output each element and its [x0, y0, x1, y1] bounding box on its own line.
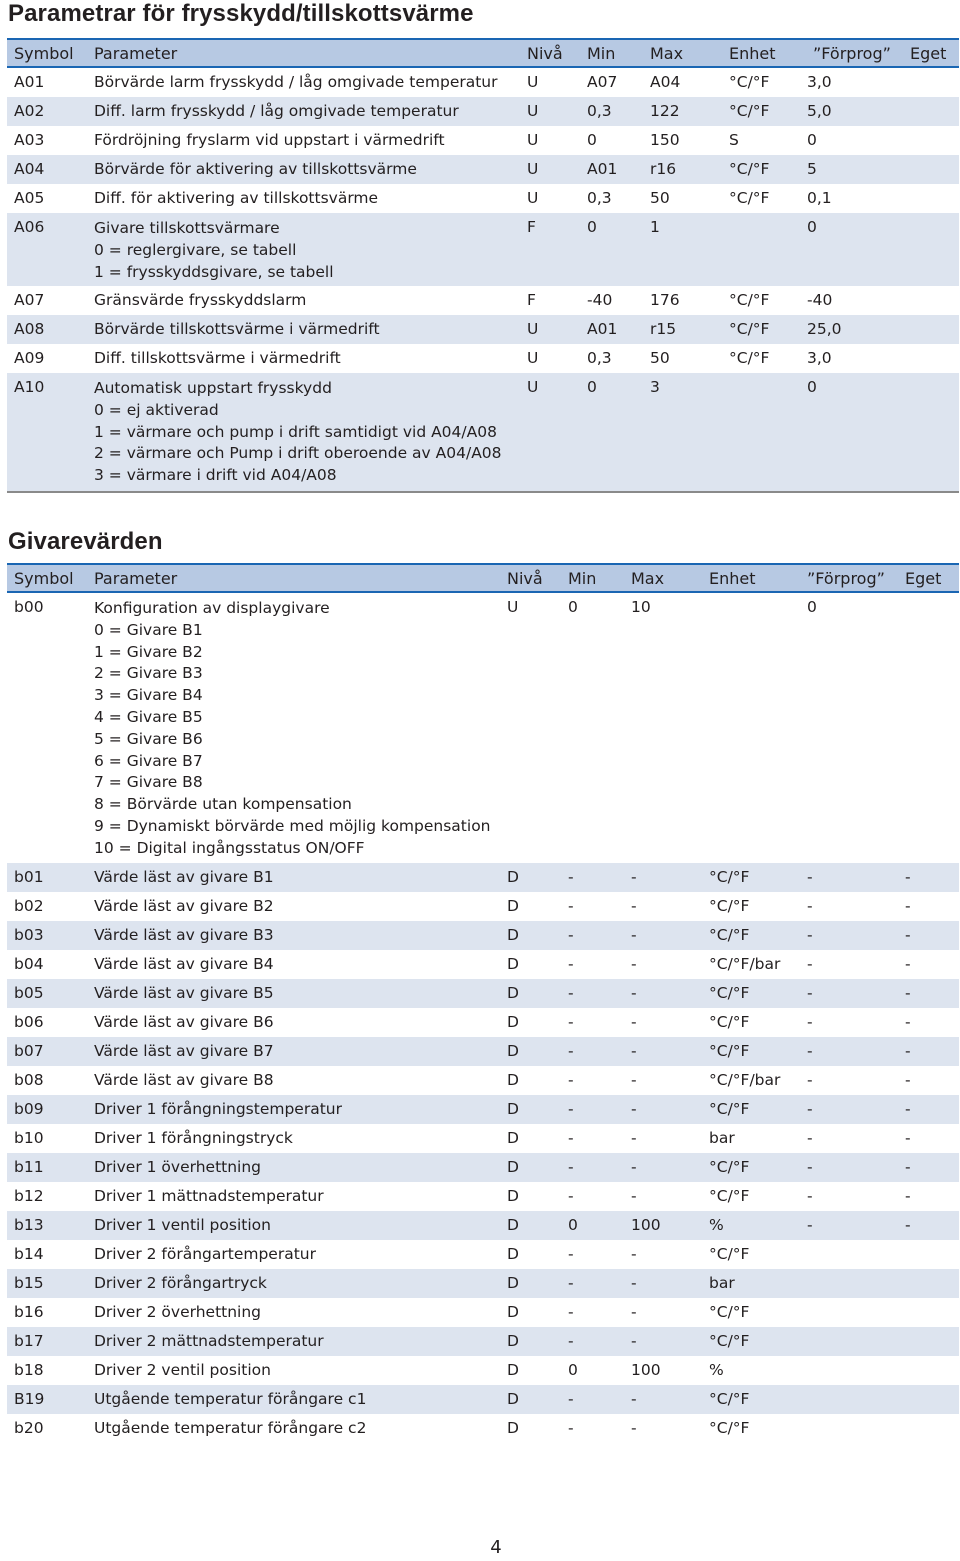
cell-parameter: Värde läst av givare B3	[94, 926, 274, 944]
cell-max: -	[631, 897, 637, 915]
cell-forprog: -40	[807, 291, 833, 309]
cell-parameter: Driver 1 förångningstryck	[94, 1129, 293, 1147]
cell-enhet: °C/°F	[729, 102, 770, 120]
cell-niva: U	[527, 102, 539, 120]
cell-min: 0,3	[587, 189, 612, 207]
cell-enhet: °C/°F/bar	[709, 955, 781, 973]
cell-forprog: 25,0	[807, 320, 842, 338]
cell-enhet: °C/°F	[709, 1332, 750, 1350]
cell-enhet: %	[709, 1361, 724, 1379]
cell-forprog: -	[807, 1216, 813, 1234]
table-row	[7, 892, 959, 921]
cell-min: -	[568, 868, 574, 886]
table-row	[7, 315, 959, 344]
table-row	[7, 1240, 959, 1269]
cell-forprog: -	[807, 1158, 813, 1176]
cell-min: 0	[568, 1216, 578, 1234]
cell-max: -	[631, 1419, 637, 1437]
cell-parameter: Värde läst av givare B8	[94, 1071, 274, 1089]
cell-enhet: bar	[709, 1274, 735, 1292]
cell-eget: -	[905, 1129, 911, 1147]
cell-min: 0	[587, 131, 597, 149]
cell-parameter: Värde läst av givare B2	[94, 897, 274, 915]
table-row	[7, 344, 959, 373]
cell-niva: U	[527, 189, 539, 207]
cell-symbol: b02	[14, 897, 44, 915]
table-header-row	[7, 38, 959, 68]
cell-symbol: b01	[14, 868, 44, 886]
cell-niva: D	[507, 1071, 519, 1089]
table-row	[7, 979, 959, 1008]
cell-enhet: °C/°F	[729, 320, 770, 338]
cell-symbol: b05	[14, 984, 44, 1002]
table-row	[7, 1211, 959, 1240]
column-header-eget: Eget	[910, 44, 947, 63]
cell-symbol: A05	[14, 189, 45, 207]
cell-symbol: b13	[14, 1216, 44, 1234]
cell-enhet: °C/°F	[729, 160, 770, 178]
cell-eget: -	[905, 926, 911, 944]
table-row	[7, 1298, 959, 1327]
cell-min: 0,3	[587, 349, 612, 367]
cell-max: -	[631, 1187, 637, 1205]
column-header-max: Max	[631, 569, 665, 588]
cell-eget: -	[905, 984, 911, 1002]
cell-symbol: b06	[14, 1013, 44, 1031]
table-row	[7, 950, 959, 979]
cell-niva: U	[527, 73, 539, 91]
cell-min: -	[568, 984, 574, 1002]
frost-protection-parameter-table	[7, 38, 959, 485]
cell-forprog: 0	[807, 131, 817, 149]
cell-min: -	[568, 1100, 574, 1118]
cell-min: -	[568, 1303, 574, 1321]
cell-parameter: Driver 1 mättnadstemperatur	[94, 1187, 324, 1205]
cell-min: -	[568, 955, 574, 973]
cell-symbol: b07	[14, 1042, 44, 1060]
cell-max: -	[631, 1274, 637, 1292]
cell-symbol: A04	[14, 160, 45, 178]
cell-niva: D	[507, 1274, 519, 1292]
cell-enhet: °C/°F	[729, 349, 770, 367]
table-row	[7, 1037, 959, 1066]
cell-max: 50	[650, 349, 670, 367]
cell-forprog: 0	[807, 378, 817, 396]
cell-forprog: 5,0	[807, 102, 832, 120]
cell-niva: D	[507, 1216, 519, 1234]
cell-parameter: Värde läst av givare B5	[94, 984, 274, 1002]
cell-symbol: A08	[14, 320, 45, 338]
table-row	[7, 155, 959, 184]
cell-niva: D	[507, 955, 519, 973]
cell-symbol: A07	[14, 291, 45, 309]
cell-parameter: Diff. för aktivering av tillskottsvärme	[94, 189, 379, 207]
cell-enhet: °C/°F	[709, 1100, 750, 1118]
cell-eget: -	[905, 1071, 911, 1089]
cell-max: -	[631, 1158, 637, 1176]
cell-max: -	[631, 1332, 637, 1350]
cell-parameter: Driver 2 förångartemperatur	[94, 1245, 316, 1263]
cell-enhet: °C/°F	[709, 926, 750, 944]
cell-parameter: Börvärde tillskottsvärme i värmedrift	[94, 320, 380, 338]
cell-min: 0	[587, 378, 597, 396]
cell-niva: D	[507, 1158, 519, 1176]
cell-forprog: 3,0	[807, 73, 832, 91]
cell-enhet: °C/°F	[709, 1245, 750, 1263]
cell-max: 122	[650, 102, 680, 120]
cell-forprog: -	[807, 926, 813, 944]
cell-min: A01	[587, 160, 618, 178]
cell-min: -	[568, 1390, 574, 1408]
cell-min: -	[568, 1158, 574, 1176]
cell-symbol: b18	[14, 1361, 44, 1379]
cell-symbol: B19	[14, 1390, 45, 1408]
cell-eget: -	[905, 1042, 911, 1060]
cell-max: -	[631, 955, 637, 973]
column-header-niva: Nivå	[507, 569, 543, 588]
cell-parameter: Gränsvärde frysskyddslarm	[94, 291, 307, 309]
cell-forprog: -	[807, 1071, 813, 1089]
cell-parameter: Utgående temperatur förångare c2	[94, 1419, 367, 1437]
cell-eget: -	[905, 955, 911, 973]
cell-forprog: -	[807, 984, 813, 1002]
table-row	[7, 921, 959, 950]
cell-symbol: b09	[14, 1100, 44, 1118]
cell-niva: D	[507, 1187, 519, 1205]
cell-enhet: °C/°F	[709, 1390, 750, 1408]
cell-max: -	[631, 1100, 637, 1118]
cell-parameter: Driver 1 förångningstemperatur	[94, 1100, 342, 1118]
cell-niva: U	[527, 320, 539, 338]
cell-enhet: °C/°F	[709, 1042, 750, 1060]
cell-eget: -	[905, 897, 911, 915]
cell-min: -	[568, 1042, 574, 1060]
cell-parameter: Driver 2 mättnadstemperatur	[94, 1332, 324, 1350]
cell-enhet: °C/°F	[729, 291, 770, 309]
cell-enhet: °C/°F	[709, 1419, 750, 1437]
cell-forprog: -	[807, 1187, 813, 1205]
cell-parameter: Konfiguration av displaygivare 0 = Givare B1 1 = Givare B2 2 = Givare B3 3 = Givare B4 4 = Givare B5 5 = Givare B6 6 = Givare B7 7 = Givare B8 8 = Börvärde utan kompensation 9 = Dynamiskt börvärde med möjlig kompensation 10 = Digital ingångsstatus ON/OFF	[94, 599, 491, 857]
cell-eget: -	[905, 1216, 911, 1234]
cell-max: 3	[650, 378, 660, 396]
column-header-parameter: Parameter	[94, 569, 178, 588]
cell-max: r15	[650, 320, 677, 338]
cell-parameter: Givare tillskottsvärmare 0 = reglergivare, se tabell 1 = frysskyddsgivare, se tabell	[94, 219, 334, 281]
cell-min: 0	[568, 1361, 578, 1379]
cell-max: -	[631, 1013, 637, 1031]
cell-symbol: b16	[14, 1303, 44, 1321]
cell-parameter: Utgående temperatur förångare c1	[94, 1390, 367, 1408]
cell-parameter: Värde läst av givare B4	[94, 955, 274, 973]
cell-min: A07	[587, 73, 618, 91]
cell-symbol: b14	[14, 1245, 44, 1263]
cell-enhet: °C/°F	[709, 897, 750, 915]
cell-symbol: b17	[14, 1332, 44, 1350]
cell-symbol: A06	[14, 218, 45, 236]
cell-symbol: b12	[14, 1187, 44, 1205]
cell-niva: D	[507, 1303, 519, 1321]
table-row	[7, 68, 959, 97]
cell-eget: -	[905, 1158, 911, 1176]
cell-niva: D	[507, 1129, 519, 1147]
table-row	[7, 593, 959, 863]
cell-symbol: A10	[14, 378, 45, 396]
cell-min: 0	[568, 598, 578, 616]
table-row	[7, 1327, 959, 1356]
cell-niva: D	[507, 1013, 519, 1031]
cell-parameter: Diff. larm frysskydd / låg omgivade temperatur	[94, 102, 459, 120]
cell-forprog: -	[807, 1129, 813, 1147]
cell-forprog: -	[807, 1042, 813, 1060]
page-number: 4	[490, 1537, 502, 1558]
cell-niva: U	[527, 131, 539, 149]
table-row	[7, 1095, 959, 1124]
column-header-min: Min	[587, 44, 616, 63]
cell-niva: D	[507, 1100, 519, 1118]
cell-enhet: °C/°F	[709, 1158, 750, 1176]
table-row	[7, 373, 959, 491]
cell-max: -	[631, 1042, 637, 1060]
cell-enhet: °C/°F	[709, 1013, 750, 1031]
section-title-frost-protection: Parametrar för frysskydd/tillskottsvärme	[8, 0, 474, 27]
cell-parameter: Fördröjning fryslarm vid uppstart i värmedrift	[94, 131, 445, 149]
column-header-enhet: Enhet	[729, 44, 776, 63]
cell-max: 100	[631, 1216, 661, 1234]
column-header-min: Min	[568, 569, 597, 588]
table-bottom-rule	[7, 491, 959, 493]
cell-parameter: Driver 2 förångartryck	[94, 1274, 267, 1292]
cell-eget: -	[905, 868, 911, 886]
table-row	[7, 1066, 959, 1095]
table-row	[7, 286, 959, 315]
cell-parameter: Värde läst av givare B7	[94, 1042, 274, 1060]
cell-enhet: °C/°F	[709, 1303, 750, 1321]
column-header-niva: Nivå	[527, 44, 563, 63]
section-title-sensor-values: Givarevärden	[8, 528, 163, 555]
cell-min: -40	[587, 291, 613, 309]
cell-max: -	[631, 926, 637, 944]
cell-parameter: Driver 2 ventil position	[94, 1361, 271, 1379]
cell-min: -	[568, 1129, 574, 1147]
cell-niva: D	[507, 1390, 519, 1408]
cell-symbol: b10	[14, 1129, 44, 1147]
cell-parameter: Börvärde larm frysskydd / låg omgivade temperatur	[94, 73, 498, 91]
table-row	[7, 1269, 959, 1298]
table-row	[7, 1124, 959, 1153]
cell-symbol: b04	[14, 955, 44, 973]
cell-niva: D	[507, 1361, 519, 1379]
cell-forprog: 3,0	[807, 349, 832, 367]
cell-enhet: %	[709, 1216, 724, 1234]
cell-max: 1	[650, 218, 660, 236]
cell-niva: U	[527, 378, 539, 396]
cell-max: -	[631, 1129, 637, 1147]
cell-max: A04	[650, 73, 681, 91]
column-header-forprog: ”Förprog”	[813, 44, 891, 63]
column-header-symbol: Symbol	[14, 44, 74, 63]
cell-max: -	[631, 1071, 637, 1089]
cell-symbol: b11	[14, 1158, 44, 1176]
cell-niva: D	[507, 1332, 519, 1350]
table-row	[7, 1414, 959, 1443]
table-row	[7, 126, 959, 155]
cell-enhet: S	[729, 131, 739, 149]
cell-eget: -	[905, 1013, 911, 1031]
cell-min: -	[568, 1332, 574, 1350]
cell-max: -	[631, 984, 637, 1002]
cell-niva: D	[507, 984, 519, 1002]
cell-forprog: -	[807, 897, 813, 915]
cell-parameter: Driver 1 överhettning	[94, 1158, 262, 1176]
cell-niva: D	[507, 868, 519, 886]
cell-min: -	[568, 1071, 574, 1089]
cell-enhet: bar	[709, 1129, 735, 1147]
cell-enhet: °C/°F/bar	[709, 1071, 781, 1089]
table-row	[7, 213, 959, 286]
cell-max: -	[631, 1303, 637, 1321]
table-header-row	[7, 563, 959, 593]
cell-min: -	[568, 1274, 574, 1292]
cell-parameter: Driver 1 ventil position	[94, 1216, 271, 1234]
cell-eget: -	[905, 1187, 911, 1205]
cell-symbol: A03	[14, 131, 45, 149]
cell-symbol: A09	[14, 349, 45, 367]
cell-eget: -	[905, 1100, 911, 1118]
cell-min: -	[568, 926, 574, 944]
sensor-values-table	[7, 563, 959, 1437]
table-row	[7, 863, 959, 892]
cell-min: -	[568, 1419, 574, 1437]
cell-forprog: -	[807, 868, 813, 886]
cell-niva: U	[527, 160, 539, 178]
cell-symbol: A01	[14, 73, 45, 91]
cell-min: 0,3	[587, 102, 612, 120]
cell-min: A01	[587, 320, 618, 338]
cell-min: -	[568, 1187, 574, 1205]
table-row	[7, 1356, 959, 1385]
cell-symbol: A02	[14, 102, 45, 120]
cell-symbol: b08	[14, 1071, 44, 1089]
cell-parameter: Automatisk uppstart frysskydd 0 = ej aktiverad 1 = värmare och pump i drift samtidigt vid A04/A08 2 = värmare och Pump i drift oberoende av A04/A08 3 = värmare i drift vid A04/A08	[94, 379, 502, 485]
cell-forprog: -	[807, 1100, 813, 1118]
table-row	[7, 97, 959, 126]
cell-niva: D	[507, 1245, 519, 1263]
cell-min: 0	[587, 218, 597, 236]
cell-forprog: -	[807, 955, 813, 973]
cell-max: -	[631, 868, 637, 886]
column-header-eget: Eget	[905, 569, 942, 588]
cell-parameter: Värde läst av givare B6	[94, 1013, 274, 1031]
cell-niva: D	[507, 1042, 519, 1060]
cell-parameter: Driver 2 överhettning	[94, 1303, 262, 1321]
cell-niva: F	[527, 218, 536, 236]
cell-forprog: -	[807, 1013, 813, 1031]
column-header-forprog: ”Förprog”	[807, 569, 885, 588]
cell-max: 176	[650, 291, 680, 309]
cell-max: -	[631, 1245, 637, 1263]
cell-symbol: b20	[14, 1419, 44, 1437]
cell-symbol: b00	[14, 598, 44, 616]
cell-niva: U	[527, 349, 539, 367]
cell-parameter: Börvärde för aktivering av tillskottsvärme	[94, 160, 417, 178]
cell-forprog: 0	[807, 598, 817, 616]
table-row	[7, 1182, 959, 1211]
cell-symbol: b15	[14, 1274, 44, 1292]
cell-forprog: 5	[807, 160, 817, 178]
table-row	[7, 184, 959, 213]
cell-enhet: °C/°F	[709, 984, 750, 1002]
cell-forprog: 0,1	[807, 189, 832, 207]
cell-niva: D	[507, 926, 519, 944]
cell-parameter: Diff. tillskottsvärme i värmedrift	[94, 349, 341, 367]
cell-symbol: b03	[14, 926, 44, 944]
cell-niva: U	[507, 598, 519, 616]
cell-enhet: °C/°F	[709, 868, 750, 886]
column-header-enhet: Enhet	[709, 569, 756, 588]
table-row	[7, 1153, 959, 1182]
cell-max: 10	[631, 598, 651, 616]
cell-max: 150	[650, 131, 680, 149]
cell-max: 50	[650, 189, 670, 207]
cell-enhet: °C/°F	[709, 1187, 750, 1205]
cell-max: 100	[631, 1361, 661, 1379]
cell-min: -	[568, 1013, 574, 1031]
cell-parameter: Värde läst av givare B1	[94, 868, 274, 886]
cell-niva: D	[507, 1419, 519, 1437]
cell-min: -	[568, 897, 574, 915]
cell-niva: F	[527, 291, 536, 309]
cell-enhet: °C/°F	[729, 189, 770, 207]
column-header-parameter: Parameter	[94, 44, 178, 63]
cell-min: -	[568, 1245, 574, 1263]
cell-max: -	[631, 1390, 637, 1408]
table-row	[7, 1385, 959, 1414]
column-header-max: Max	[650, 44, 684, 63]
cell-max: r16	[650, 160, 677, 178]
table-row	[7, 1008, 959, 1037]
cell-enhet: °C/°F	[729, 73, 770, 91]
cell-niva: D	[507, 897, 519, 915]
column-header-symbol: Symbol	[14, 569, 74, 588]
cell-forprog: 0	[807, 218, 817, 236]
